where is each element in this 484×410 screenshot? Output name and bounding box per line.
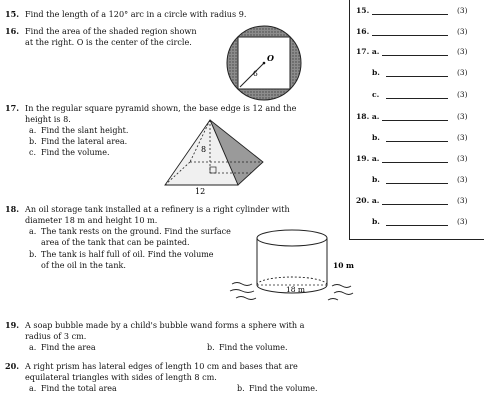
q17-number: 17. — [5, 103, 20, 113]
answer-points: (3) — [457, 90, 468, 99]
q17c-label: c. — [29, 148, 37, 157]
answer-points: (3) — [457, 27, 468, 36]
q19a-label: a. — [29, 343, 37, 352]
answer-points: (3) — [457, 154, 468, 163]
q17a-text: Find the slant height. — [41, 126, 129, 135]
q16-line-1: Find the area of the shaded region shown — [25, 26, 197, 36]
answer-blank[interactable] — [386, 225, 448, 226]
answer-label: 17. a. — [356, 47, 380, 56]
q17-pyramid-figure — [165, 115, 275, 195]
answer-blank[interactable] — [386, 98, 448, 99]
answer-label: b. — [372, 68, 380, 77]
q18b-label: b. — [29, 250, 37, 259]
q16-radius-label: 6 — [253, 69, 258, 78]
q18-line-1: An oil storage tank installed at a refinery is a right cylinder with — [25, 204, 290, 214]
q16-number: 16. — [5, 26, 20, 36]
q20-number: 20. — [5, 361, 20, 371]
answer-points: (3) — [457, 217, 468, 226]
answer-label: b. — [372, 217, 380, 226]
q18a-line-1: The tank rests on the ground. Find the surface — [41, 227, 231, 236]
answer-label: b. — [372, 175, 380, 184]
answer-points: (3) — [457, 133, 468, 142]
q19-line-1: A soap bubble made by a child's bubble wand forms a sphere with a — [25, 320, 305, 330]
q15-text: Find the length of a 120° arc in a circle with radius 9. — [25, 9, 247, 19]
q18a-label: a. — [29, 227, 37, 236]
q18b-line-2: of the oil in the tank. — [41, 261, 126, 270]
q17a-label: a. — [29, 126, 37, 135]
q16-center-dot — [263, 62, 266, 65]
q19b-text: Find the volume. — [219, 343, 288, 352]
q17b-text: Find the lateral area. — [41, 137, 128, 146]
q18-diameter-label: 18 m — [286, 285, 306, 294]
q18b-line-1: The tank is half full of oil. Find the volume — [41, 250, 214, 259]
q18-cylinder-bottom-back — [257, 277, 327, 285]
q18-cylinder-top — [257, 230, 327, 246]
q18-height-label: 10 m — [333, 261, 354, 270]
q18-number: 18. — [5, 204, 20, 214]
q17-line-1: In the regular square pyramid shown, the base edge is 12 and the — [25, 103, 297, 113]
q20a-text: Find the total area — [41, 384, 117, 393]
q18-ground-squiggle-right — [328, 285, 353, 301]
answer-label: c. — [372, 90, 380, 99]
q15-number: 15. — [5, 9, 20, 19]
q16-figure — [226, 25, 302, 101]
answer-points: (3) — [457, 68, 468, 77]
answer-label: 16. — [356, 27, 370, 36]
answer-blank[interactable] — [382, 120, 448, 121]
q16-line-2: at the right. O is the center of the circle. — [25, 37, 192, 47]
q17-base-label: 12 — [195, 187, 206, 196]
q17b-label: b. — [29, 137, 37, 146]
q19-line-2: radius of 3 cm. — [25, 331, 87, 341]
answer-label: 20. a. — [356, 196, 380, 205]
answer-blank[interactable] — [382, 55, 448, 56]
answer-label: 19. a. — [356, 154, 380, 163]
answer-points: (3) — [457, 47, 468, 56]
answer-label: b. — [372, 133, 380, 142]
q18-ground-squiggle-left — [230, 283, 256, 300]
answer-points: (3) — [457, 196, 468, 205]
answer-label: 15. — [356, 6, 370, 15]
q18-line-2: diameter 18 m and height 10 m. — [25, 215, 158, 225]
q18a-line-2: area of the tank that can be painted. — [41, 238, 190, 247]
q19a-text: Find the area — [41, 343, 96, 352]
answer-blank[interactable] — [386, 183, 448, 184]
q20b-text: Find the volume. — [249, 384, 318, 393]
answer-label: 18. a. — [356, 112, 380, 121]
q18-cylinder-figure — [228, 228, 358, 308]
q20-line-1: A right prism has lateral edges of length 10 cm and bases that are — [25, 361, 298, 371]
answer-points: (3) — [457, 175, 468, 184]
answer-blank[interactable] — [382, 204, 448, 205]
answer-points: (3) — [457, 6, 468, 15]
answer-points: (3) — [457, 112, 468, 121]
q19-number: 19. — [5, 320, 20, 330]
q20b-label: b. — [237, 384, 245, 393]
q17-line-2: height is 8. — [25, 114, 71, 124]
answer-blank[interactable] — [386, 141, 448, 142]
answer-blank[interactable] — [372, 14, 448, 15]
q20a-label: a. — [29, 384, 37, 393]
q17-height-label: 8 — [201, 145, 207, 154]
answer-blank[interactable] — [382, 162, 448, 163]
q17c-text: Find the volume. — [41, 148, 110, 157]
q19b-label: b. — [207, 343, 215, 352]
answer-blank[interactable] — [386, 76, 448, 77]
q16-center-label: O — [267, 53, 274, 63]
q20-line-2: equilateral triangles with sides of length 8 cm. — [25, 372, 217, 382]
answer-blank[interactable] — [372, 35, 448, 36]
